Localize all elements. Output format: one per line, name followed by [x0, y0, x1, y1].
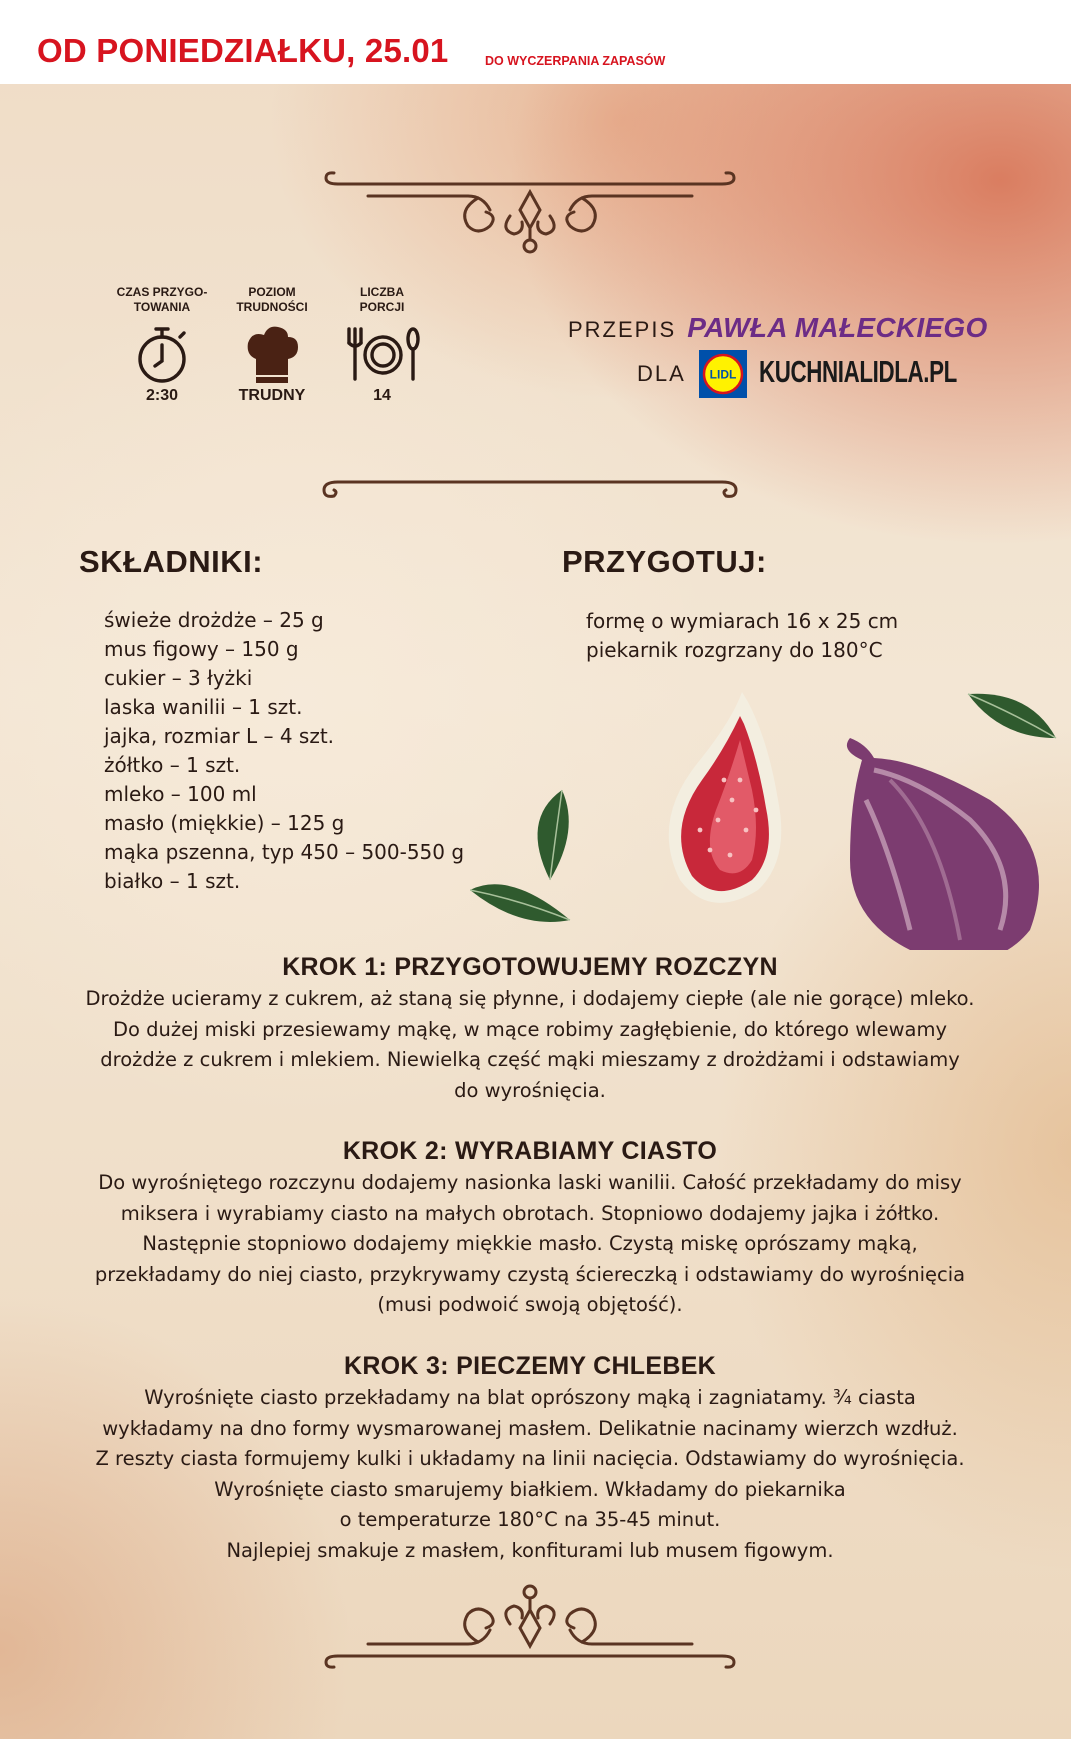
ingredients-title: SKŁADNIKI: — [79, 544, 264, 579]
plate-cutlery-icon — [343, 325, 423, 385]
svg-text:LIDL: LIDL — [709, 367, 737, 382]
list-item: cukier – 3 łyżki — [104, 666, 253, 690]
header-bar — [0, 0, 1071, 84]
list-item: laska wanilii – 1 szt. — [104, 695, 303, 719]
info-value: 2:30 — [145, 387, 179, 404]
stock-note: DO WYCZERPANIA ZAPASÓW — [485, 54, 666, 68]
ingredients-list — [104, 606, 464, 896]
step-text: Do wyrośniętego rozczynu dodajemy nasionka laski wanilii. Całość przekładamy do misy miksera i wyrabiamy ciasto na małych obrotach. Stopniowo dodajemy jajka i żółtko. Następnie stopniowo dodajemy miękkie masło. Czystą miskę oprószamy mąką, przekładamy do niej ciasto, przykrywamy czystą ściereczką i odstawiamy do wyrośnięcia (musi podwoić swoją objętość). — [94, 1171, 966, 1316]
recipe-author — [568, 312, 988, 344]
info-value: 14 — [373, 387, 391, 404]
info-prep-time — [107, 285, 217, 405]
list-item: piekarnik rozgrzany do 180°C — [586, 638, 883, 662]
info-portions — [327, 285, 437, 405]
step-text: Drożdże ucieramy z cukrem, aż staną się płynne, i dodajemy ciepłe (ale nie gorące) mleko. Do dużej miski przesiewamy mąkę, w mące robimy zagłębienie, do którego wlewamy drożdże z cukrem i mlekiem. Niewielką część mąki mieszamy z drożdżami i odstawiamy do wyrośnięcia. — [85, 987, 975, 1102]
info-label: LICZBA PORCJI — [359, 285, 405, 314]
list-item: świeże drożdże – 25 g — [104, 608, 324, 632]
list-item: mus figowy – 150 g — [104, 637, 299, 661]
author-lead: PRZEPIS — [568, 317, 677, 342]
bottom-ornament-icon — [318, 1580, 742, 1672]
top-ornament-icon — [318, 170, 742, 262]
list-item: jajka, rozmiar L – 4 szt. — [104, 724, 335, 748]
info-label: POZIOM TRUDNOŚCI — [236, 285, 308, 314]
step-text: Wyrośnięte ciasto przekładamy na blat oprószony mąką i zagniatamy. ¾ ciasta wykładamy na dno formy wysmarowanej masłem. Delikatnie nacinamy wierzch wzdłuż. Z reszty ciasta formujemy kulki i układamy na linii nacięcia. Odstawiamy do wyrośnięcia. Wyrośnięte ciasto smarujemy białkiem. Wkładamy do piekarnika o temperaturze 180°C na 35-45 minut. Najlepiej smakuje z masłem, konfiturami lub musem figowym. — [95, 1386, 965, 1562]
fig-illustration-icon — [470, 680, 1071, 950]
prepare-title: PRZYGOTUJ: — [562, 544, 767, 579]
list-item: mleko – 100 ml — [104, 782, 257, 806]
offer-date: OD PONIEDZIAŁKU, 25.01 — [37, 32, 449, 69]
info-label: CZAS PRZYGO- TOWANIA — [116, 285, 208, 314]
step-title: KROK 1: PRZYGOTOWUJEMY ROZCZYN — [282, 953, 778, 981]
site-url: KUCHNIALIDLA.PL — [759, 354, 957, 389]
step-2 — [60, 1136, 1000, 1321]
divider-ornament-icon — [318, 474, 742, 504]
author-name: PAWŁA MAŁECKIEGO — [687, 312, 988, 343]
chef-hat-icon — [244, 325, 300, 385]
list-item: mąka pszenna, typ 450 – 500-550 g — [104, 840, 465, 864]
step-1 — [60, 952, 1000, 1106]
list-item: białko – 1 szt. — [104, 869, 241, 893]
author-for: DLA — [637, 361, 686, 386]
info-value: TRUDNY — [238, 387, 306, 404]
prepare-list — [586, 607, 898, 665]
step-title: KROK 2: WYRABIAMY CIASTO — [342, 1137, 718, 1165]
step-title: KROK 3: PIECZEMY CHLEBEK — [343, 1352, 717, 1380]
lidl-logo-icon — [699, 350, 747, 398]
info-difficulty — [217, 285, 327, 405]
list-item: masło (miękkie) – 125 g — [104, 811, 345, 835]
list-item: formę o wymiarach 16 x 25 cm — [586, 609, 899, 633]
stopwatch-icon — [134, 325, 190, 385]
step-3 — [60, 1351, 1000, 1566]
list-item: żółtko – 1 szt. — [104, 753, 241, 777]
